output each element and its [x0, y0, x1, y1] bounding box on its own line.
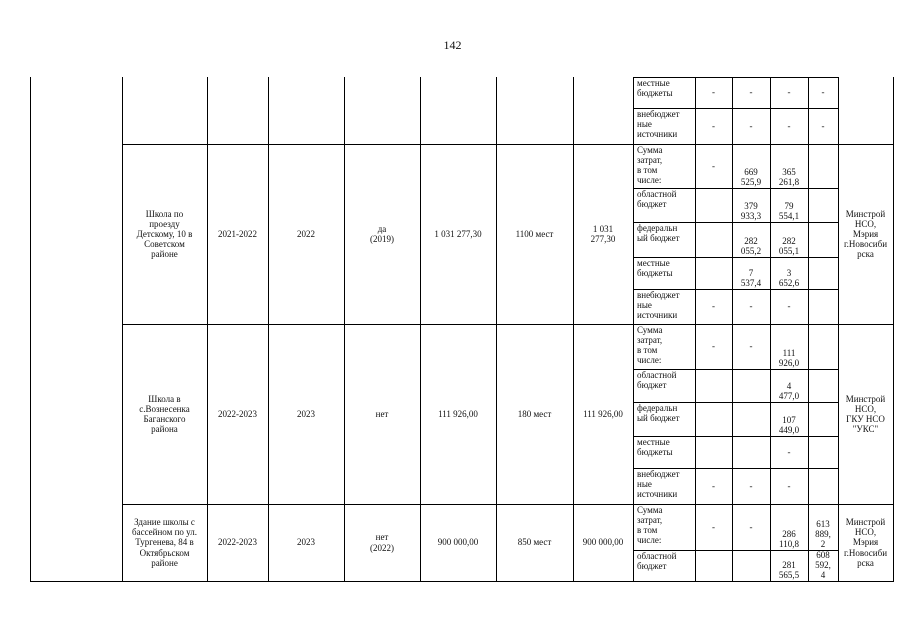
funding-source-label: Сумма затрат, в том числе: — [637, 145, 663, 185]
funding-source-label: внебюджет ные источники — [637, 109, 680, 139]
amount-cell — [733, 369, 769, 402]
amount-cell — [696, 257, 731, 289]
amount-cell — [809, 402, 837, 436]
expertise-cell: нет — [375, 408, 389, 419]
amount-cell — [809, 144, 837, 188]
amount-cell — [809, 324, 837, 369]
amount-cell — [733, 402, 769, 436]
amount-cell: 608 592, 4 — [815, 549, 831, 580]
amount-cell: - — [712, 87, 715, 98]
amount-cell: - — [749, 120, 753, 131]
amount-cell — [809, 436, 837, 468]
amount-cell: - — [821, 87, 825, 98]
executor-cell: Минстрой НСО, ГКУ НСО "УКС" — [845, 393, 886, 435]
amount-cell: - — [749, 301, 753, 312]
capacity-cell: 180 мест — [517, 408, 552, 419]
remaining-cell: 1 031 277,30 — [590, 223, 616, 244]
amount-cell — [696, 436, 731, 468]
funding-source-label: Сумма затрат, в том числе: — [637, 325, 663, 365]
amount-cell: 3 652,6 — [778, 267, 800, 288]
amount-cell: 613 889, 2 — [815, 518, 831, 549]
object-name-cell: Здание школы с бассейном по ул. Тургенева, 84 в Октябрьском районе — [132, 517, 197, 568]
table-column-line — [122, 77, 123, 582]
remaining-cell: 111 926,00 — [583, 408, 623, 419]
object-name-cell: Школа в с.Вознесенка Баганского района — [139, 393, 190, 435]
table-column-line — [893, 77, 894, 582]
executor-cell: Минстрой НСО, Мэрия г.Новосиби рска — [843, 517, 888, 568]
period-cell: 2021-2022 — [218, 228, 257, 239]
amount-cell: - — [712, 301, 715, 312]
amount-cell: - — [787, 446, 791, 457]
amount-cell: 107 449,0 — [778, 414, 800, 435]
funding-source-label: областной бюджет — [637, 370, 677, 390]
amount-cell: 365 261,8 — [778, 166, 800, 187]
amount-cell — [809, 289, 837, 324]
funding-source-label: федеральн ый бюджет — [637, 403, 680, 423]
funding-source-label: внебюджет ные источники — [637, 469, 680, 499]
amount-cell: - — [787, 87, 791, 98]
amount-cell: - — [749, 480, 753, 491]
amount-cell: - — [749, 87, 753, 98]
funding-source-label: внебюджет ные источники — [637, 290, 680, 320]
table-column-line — [344, 77, 345, 582]
amount-cell: - — [749, 341, 753, 352]
funding-source-label: Сумма затрат, в том числе: — [637, 505, 663, 545]
amount-cell — [696, 550, 731, 581]
table-column-line — [496, 77, 497, 582]
funding-source-label: местные бюджеты — [637, 78, 673, 98]
funding-source-label: федеральн ый бюджет — [637, 223, 680, 243]
amount-cell — [696, 188, 731, 222]
expertise-cell: да (2019) — [370, 223, 394, 244]
amount-cell: 282 055,1 — [778, 235, 800, 256]
amount-cell — [809, 468, 837, 504]
table-column-line — [30, 77, 31, 582]
executor-cell: Минстрой НСО, Мэрия г.Новосиби рска — [843, 208, 888, 260]
year-cell: 2023 — [297, 408, 315, 419]
amount-cell: 79 554,1 — [778, 200, 800, 221]
expertise-cell: нет (2022) — [370, 532, 394, 553]
amount-cell: - — [712, 341, 715, 352]
amount-cell: - — [712, 160, 715, 171]
year-cell: 2022 — [297, 228, 315, 239]
funding-source-label: областной бюджет — [637, 189, 677, 209]
amount-cell: 111 926,0 — [778, 347, 800, 368]
table-column-line — [420, 77, 421, 582]
period-cell: 2022-2023 — [218, 408, 257, 419]
amount-cell: 669 525,9 — [740, 166, 762, 187]
amount-cell — [733, 550, 769, 581]
year-cell: 2023 — [297, 537, 315, 548]
amount-cell — [733, 436, 769, 468]
cost-cell: 900 000,00 — [437, 537, 479, 548]
table-column-line — [207, 77, 208, 582]
table-column-line — [573, 77, 574, 582]
funding-source-label: областной бюджет — [637, 551, 677, 571]
amount-cell: 379 933,3 — [740, 200, 762, 221]
amount-cell: - — [821, 120, 825, 131]
period-cell: 2022-2023 — [218, 537, 257, 548]
amount-cell: 282 055,2 — [740, 235, 762, 256]
amount-cell: - — [787, 301, 791, 312]
page-number: 142 — [443, 38, 462, 52]
amount-cell: - — [712, 521, 715, 532]
object-name-cell: Школа по проезду Детскому, 10 в Советском районе — [136, 208, 193, 260]
remaining-cell: 900 000,00 — [582, 537, 624, 548]
cost-cell: 1 031 277,30 — [434, 228, 482, 239]
amount-cell: 281 565,5 — [778, 559, 800, 580]
amount-cell — [809, 257, 837, 289]
amount-cell — [809, 222, 837, 257]
amount-cell: 286 110,8 — [779, 528, 799, 549]
table-column-line — [633, 77, 634, 582]
amount-cell: 4 477,0 — [778, 380, 800, 401]
amount-cell — [809, 369, 837, 402]
amount-cell — [809, 188, 837, 222]
capacity-cell: 850 мест — [517, 537, 552, 548]
amount-cell: - — [712, 480, 715, 491]
funding-source-label: местные бюджеты — [637, 437, 673, 457]
amount-cell: - — [787, 480, 791, 491]
amount-cell: - — [787, 120, 791, 131]
amount-cell — [696, 222, 731, 257]
capacity-cell: 1100 мест — [515, 228, 554, 239]
amount-cell — [696, 369, 731, 402]
table-column-line — [268, 77, 269, 582]
amount-cell: - — [712, 120, 715, 131]
funding-source-label: местные бюджеты — [637, 258, 673, 278]
table-border-line — [30, 581, 894, 582]
amount-cell: 7 537,4 — [740, 267, 762, 288]
amount-cell — [696, 402, 731, 436]
cost-cell: 111 926,00 — [438, 408, 478, 419]
amount-cell: - — [749, 521, 753, 532]
